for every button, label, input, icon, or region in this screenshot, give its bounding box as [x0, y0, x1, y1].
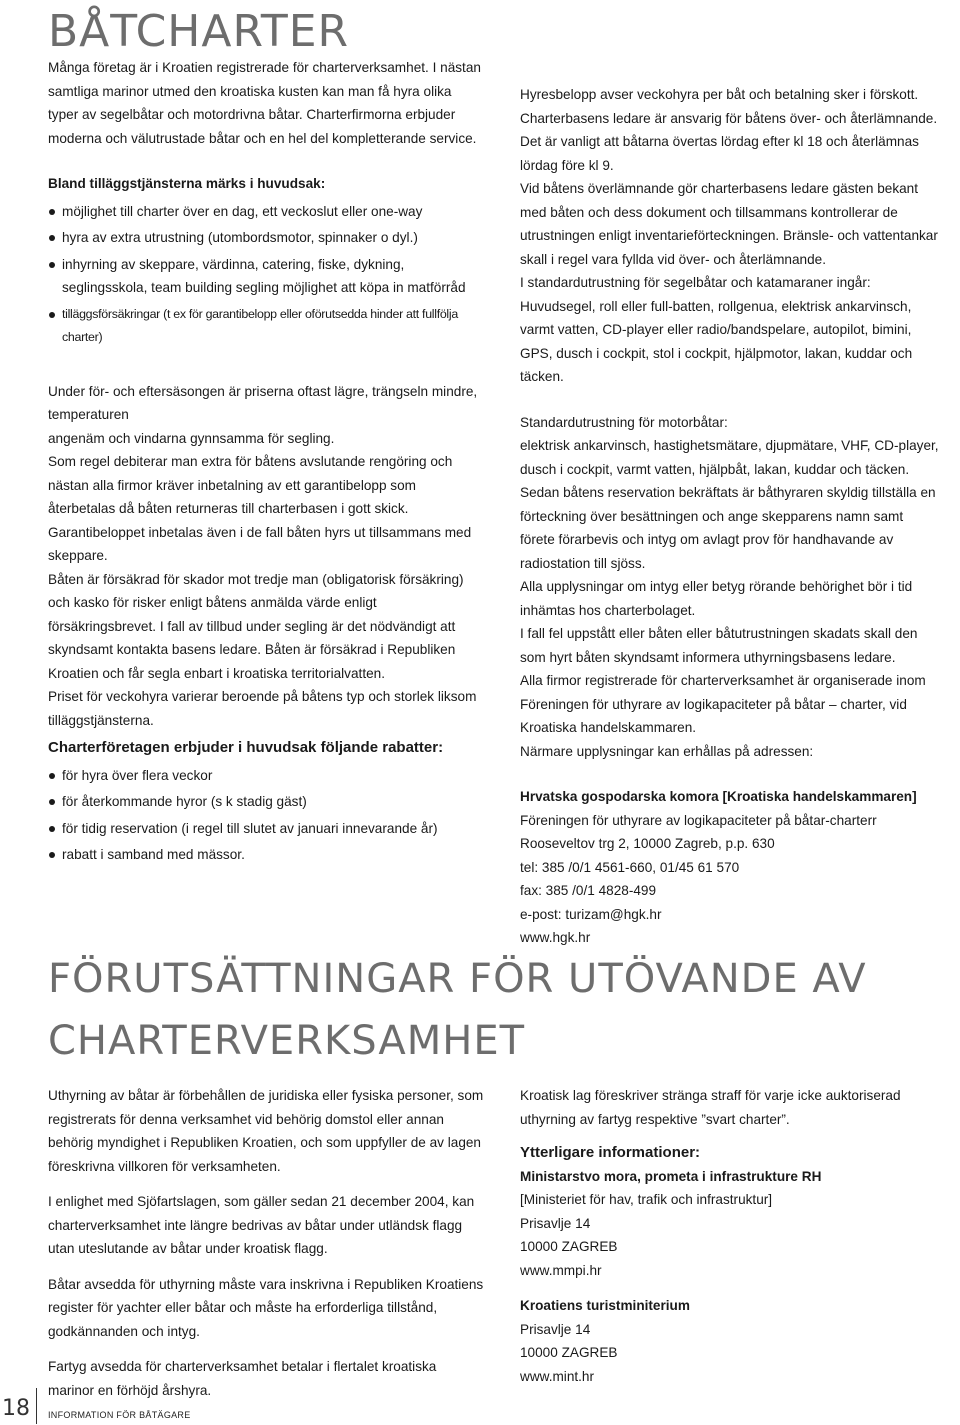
paragraph: Vid båtens överlämnande gör charterbasens ledare gästen bekant med båten och dess dokument och tillsammans kontrollerar de utrustningen enligt inventarieförteckningen. Bränsle- och vattentankar skall i regel vara fyllda vid över- och återlämnande. [520, 181, 938, 267]
paragraph: Kroatisk lag föreskriver stränga straff för varje icke auktoriserad uthyrning av fartyg respektive ”svart charter”. [520, 1088, 901, 1127]
list-item: för återkommande hyror (s k stadig gäst) [48, 790, 485, 814]
left-column-2 [48, 1084, 485, 1402]
season-paragraph-cont: angenäm och vindarna gynnsamma för segling. [48, 430, 335, 446]
address-line: 10000 ZAGREB [520, 1239, 618, 1254]
paragraph: elektrisk ankarvinsch, hastighetsmätare, djupmätare, VHF, CD-player, dusch i cockpit, varmt vatten, hjälpbåt, lakan, kuddar och täcken. [520, 438, 939, 477]
footer-divider [36, 1388, 37, 1424]
section-title: FÖRUTSÄTTNINGAR FÖR UTÖVANDE AV CHARTERVERKSAMHET [48, 956, 867, 1064]
page-number: 18 [2, 1396, 30, 1421]
address-line: fax: 385 /0/1 4828-499 [520, 883, 657, 898]
paragraph: Huvudsegel, roll eller full-batten, rollgenua, elektrisk ankarvinsch, varmt vatten, CD-player eller radio/bandspelare, autopilot, bimini, GPS, dusch i cockpit, stol i cockpit, hjälpmotor, lakan, kuddar och täcken. [520, 298, 913, 384]
address-line: Prisavlje 14 [520, 1321, 591, 1337]
page-title: BÅTCHARTER [48, 6, 350, 57]
paragraph: Charterbasens ledare är ansvarig för båtens över- och återlämnande. Det är vanligt att båtarna övertas lördag efter kl 18 och återlämnas lördag före kl 9. [520, 110, 938, 173]
left-column [48, 56, 485, 870]
tourism-ministry-name: Kroatiens turistminiterium [520, 1298, 690, 1313]
more-info-heading: Ytterligare informationer: [520, 1144, 701, 1161]
paragraph: I standardutrustning för segelbåtar och katamaraner ingår: [520, 275, 871, 290]
paragraph: Sedan båtens reservation bekräftats är båthyraren skyldig tillställa en förteckning över besättningen och ange skepparens namn samt förete förarbevis och intyg om avlagt prov för handhavande av radiostation till sjöss. [520, 485, 936, 571]
list-item: möjlighet till charter över en dag, ett veckoslut eller one-way [48, 200, 485, 224]
address-line: www.mint.hr [520, 1368, 595, 1384]
organization-name: Hrvatska gospodarska komora [Kroatiska handelskammaren] [520, 789, 917, 804]
paragraph: Fartyg avsedda för charterverksamhet betalar i flertalet kroatiska marinor en förhöjd årshyra. [48, 1359, 437, 1398]
address-line: www.hgk.hr [520, 930, 591, 945]
address-line: Rooseveltov trg 2, 10000 Zagreb, p.p. 630 [520, 836, 775, 851]
paragraph: Uthyrning av båtar är förbehållen de juridiska eller fysiska personer, som registrerats för denna verksamhet vid behörig domstol eller annan behörig myndighet i Republiken Kroatien, och som uppfyller de av lagen föreskrivna villkoren för verksamheten. [48, 1088, 484, 1174]
right-column [520, 83, 940, 950]
paragraph: I enlighet med Sjöfartslagen, som gäller sedan 21 december 2004, kan charterverksamhet inte längre bedrivas av båtar under utländsk flagg utan uteslutande av båtar under kroatisk flagg. [48, 1194, 475, 1256]
right-column-2 [520, 1084, 940, 1388]
paragraph: Standardutrustning för motorbåtar: [520, 414, 728, 430]
address-line: www.mmpi.hr [520, 1262, 602, 1278]
list-item: inhyrning av skeppare, värdinna, catering, fiske, dykning, seglingsskola, team building segling möjlighet att köpa in matförråd [48, 253, 485, 300]
list-item: hyra av extra utrustning (utombordsmotor, spinnaker o dyl.) [48, 226, 485, 250]
list-item: för tidig reservation (i regel till slutet av januari innevarande år) [48, 817, 485, 841]
address-line: Prisavlje 14 [520, 1215, 591, 1231]
footer-section-label: INFORMATION FÖR BÅTÄGARE [48, 1410, 191, 1420]
ministry-name: Ministarstvo mora, prometa i infrastrukture RH [520, 1168, 822, 1184]
paragraph: Föreningen för uthyrare av logikapaciteter på båtar – charter, vid Kroatiska handelskammaren. [520, 696, 907, 735]
insurance-paragraph: Båten är försäkrad för skador mot tredje man (obligatorisk försäkring) och kasko för risker enligt båtens anmälda värde enligt försäkringsbrevet. I fall av tillbud under segling är det nödvändigt att skyndsamt kontakta basens ledare. Båten är försäkrad i Republiken Kroatien och får segla enbart i kroatiska territorialvatten. [48, 571, 464, 681]
discounts-heading: Charterföretagen erbjuder i huvudsak följande rabatter: [48, 739, 444, 756]
season-paragraph: Under för- och eftersäsongen är priserna oftast lägre, trängseln mindre, temperaturen [48, 383, 478, 422]
paragraph: Alla upplysningar om intyg eller betyg rörande behörighet bör i tid inhämtas hos charterbolaget. [520, 579, 913, 618]
services-heading: Bland tilläggstjänsterna märks i huvudsak: [48, 176, 326, 191]
list-item: tilläggsförsäkringar (t ex för garantibelopp eller oförutsedda hinder att fullfölja charter) [48, 303, 485, 350]
paragraph: Alla firmor registrerade för charterverksamhet är organiserade inom [520, 673, 926, 688]
list-item: för hyra över flera veckor [48, 764, 485, 788]
address-line: tel: 385 /0/1 4561-660, 01/45 61 570 [520, 859, 740, 875]
paragraph: Båtar avsedda för uthyrning måste vara inskrivna i Republiken Kroatiens register för yachter eller båtar och måste ha erforderliga tillstånd, godkännanden och intyg. [48, 1276, 484, 1339]
discounts-list [48, 764, 485, 867]
intro-paragraph: Många företag är i Kroatien registrerade för charterverksamhet. I nästan samtliga marinor utmed den kroatiska kusten kan man få hyra olika typer av segelbåtar och motordrivna båtar. Charterfirmorna erbjuder moderna och välutrustade båtar och en hel del kompletterande service. [48, 60, 481, 146]
address-line: [Ministeriet för hav, trafik och infrastruktur] [520, 1192, 773, 1207]
address-line: e-post: turizam@hgk.hr [520, 906, 662, 922]
paragraph: Närmare upplysningar kan erhållas på adressen: [520, 743, 814, 759]
list-item: rabatt i samband med mässor. [48, 843, 485, 867]
price-paragraph: Priset för veckohyra varierar beroende på båtens typ och storlek liksom tilläggstjänsterna. [48, 689, 477, 728]
address-line: 10000 ZAGREB [520, 1345, 618, 1360]
services-list [48, 200, 485, 350]
paragraph: I fall fel uppstått eller båten eller båtutrustningen skadats skall den som hyrt båten skyndsamt informera uthyrningsbasens ledare. [520, 626, 918, 665]
address-line: Föreningen för uthyrare av logikapaciteter på båtar-charterr [520, 812, 877, 828]
cleaning-paragraph: Som regel debiterar man extra för båtens avslutande rengöring och nästan alla firmor kräver inbetalning av ett garantibelopp som återbetalas då båten returneras till charterbasen i gott skick. Garantibeloppet inbetalas även i de fall båten hyrs ut tillsammans med skeppare. [48, 454, 472, 563]
paragraph: Hyresbelopp avser veckohyra per båt och betalning sker i förskott. [520, 87, 919, 102]
